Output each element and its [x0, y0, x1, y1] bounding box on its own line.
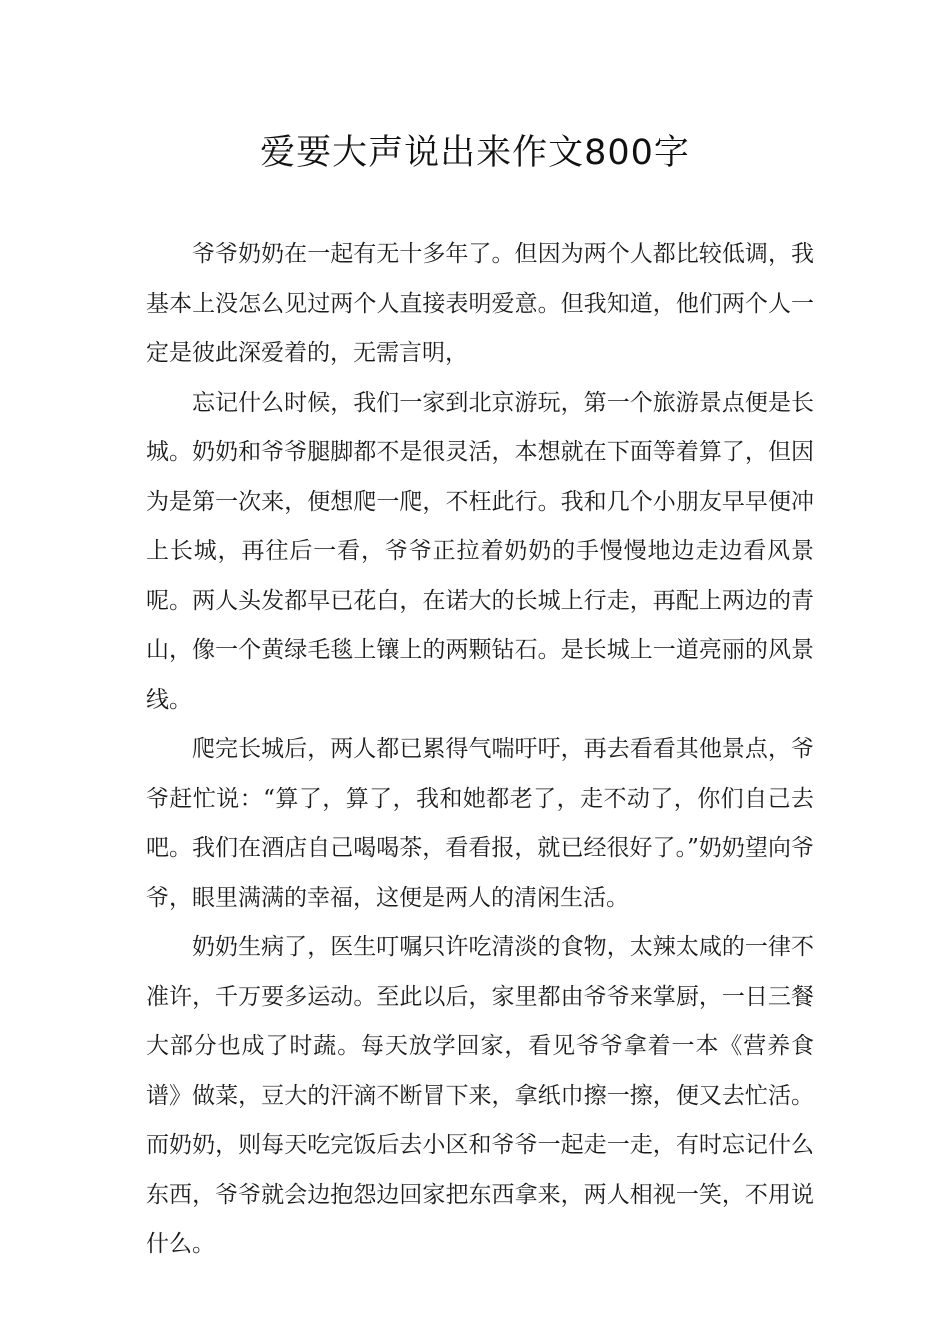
- document-title: 爱要大声说出来作文800字: [260, 133, 690, 173]
- paragraph-3: 爬完长城后，两人都已累得气喘吁吁，再去看看其他景点，爷爷赶忙说：“算了，算了，我和她都老了，走不动了，你们自己去吧。我们在酒店自己喝喝茶，看看报，就已经很好了。”奶奶望向爷爷，眼里满满的幸福，这便是两人的清闲生活。: [146, 736, 814, 911]
- paragraph-4: 奶奶生病了，医生叮嘱只许吃清淡的食物，太辣太咸的一律不准许，千万要多运动。至此以后，家里都由爷爷来掌厨，一日三餐大部分也成了时蔬。每天放学回家，看见爷爷拿着一本《营养食谱》做菜，豆大的汗滴不断冒下来，拿纸巾擦一擦，便又去忙活。而奶奶，则每天吃完饭后去小区和爷爷一起走一走，有时忘记什么东西，爷爷就会边抱怨边回家把东西拿来，两人相视一笑，不用说什么。: [146, 934, 814, 1257]
- paragraph-2: 忘记什么时候，我们一家到北京游玩，第一个旅游景点便是长城。奶奶和爷爷腿脚都不是很灵活，本想就在下面等着算了，但因为是第一次来，便想爬一爬，不枉此行。我和几个小朋友早早便冲上长城，再往后一看，爷爷正拉着奶奶的手慢慢地边走边看风景呢。两人头发都早已花白，在诺大的长城上行走，再配上两边的青山，像一个黄绿毛毯上镶上的两颗钻石。是长城上一道亮丽的风景线。: [146, 389, 814, 713]
- paragraph-1: 爷爷奶奶在一起有无十多年了。但因为两个人都比较低调，我基本上没怎么见过两个人直接表明爱意。但我知道，他们两个人一定是彼此深爱着的，无需言明，: [146, 241, 814, 366]
- document-body: [146, 230, 814, 1270]
